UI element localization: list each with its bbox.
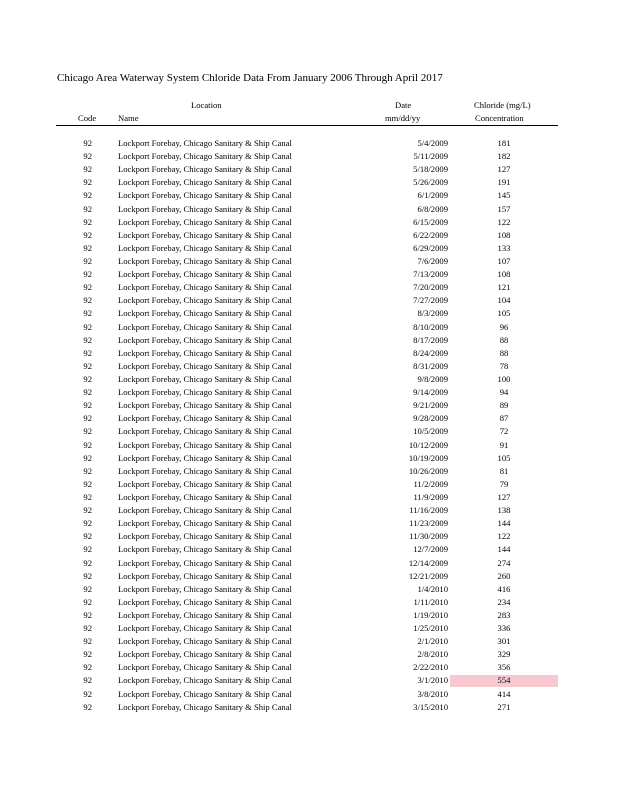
concentration-cell: 122 — [497, 531, 511, 542]
code-cell: 92 — [83, 505, 92, 516]
concentration-cell: 88 — [499, 334, 509, 345]
code-cell: 92 — [83, 426, 92, 437]
table-row — [0, 583, 618, 596]
name-cell: Lockport Forebay, Chicago Sanitary & Ship Canal — [118, 334, 292, 345]
code-cell: 92 — [83, 544, 92, 555]
name-cell: Lockport Forebay, Chicago Sanitary & Ship Canal — [118, 216, 292, 227]
date-cell: 9/14/2009 — [413, 387, 448, 398]
table-row — [0, 216, 618, 229]
code-header: Code — [78, 113, 97, 123]
date-cell: 12/7/2009 — [413, 544, 448, 555]
concentration-cell: 107 — [497, 255, 511, 266]
name-cell: Lockport Forebay, Chicago Sanitary & Ship Canal — [118, 295, 292, 306]
concentration-cell: 356 — [497, 662, 511, 673]
date-cell: 9/21/2009 — [413, 400, 448, 411]
name-cell: Lockport Forebay, Chicago Sanitary & Ship Canal — [118, 570, 292, 581]
concentration-cell: 260 — [497, 570, 511, 581]
code-cell: 92 — [83, 242, 92, 253]
code-cell: 92 — [83, 478, 92, 489]
concentration-cell: 554 — [497, 675, 511, 686]
code-cell: 92 — [83, 138, 92, 148]
concentration-cell: 108 — [497, 269, 511, 280]
code-cell: 92 — [83, 282, 92, 293]
concentration-cell: 145 — [497, 190, 511, 201]
date-cell: 8/17/2009 — [413, 334, 448, 345]
date-cell: 7/27/2009 — [413, 295, 448, 306]
date-cell: 8/10/2009 — [413, 321, 448, 332]
date-cell: 1/25/2010 — [413, 623, 448, 634]
concentration-cell: 122 — [497, 216, 511, 227]
date-cell: 3/1/2010 — [417, 675, 448, 686]
name-cell: Lockport Forebay, Chicago Sanitary & Ship Canal — [118, 649, 292, 660]
code-cell: 92 — [83, 649, 92, 660]
table-row — [0, 360, 618, 373]
code-cell: 92 — [83, 413, 92, 424]
concentration-cell: 105 — [497, 308, 511, 319]
table-row — [0, 137, 618, 150]
name-cell: Lockport Forebay, Chicago Sanitary & Ship Canal — [118, 452, 292, 463]
name-cell: Lockport Forebay, Chicago Sanitary & Ship Canal — [118, 465, 292, 476]
code-cell: 92 — [83, 662, 92, 673]
table-row — [0, 465, 618, 478]
table-row — [0, 478, 618, 491]
table-row — [0, 635, 618, 648]
concentration-cell: 274 — [497, 557, 511, 568]
table-row — [0, 189, 618, 202]
table-row — [0, 281, 618, 294]
table-row — [0, 268, 618, 281]
concentration-cell: 121 — [497, 282, 511, 293]
table-row — [0, 688, 618, 701]
date-cell: 10/26/2009 — [408, 465, 448, 476]
code-cell: 92 — [83, 255, 92, 266]
code-cell: 92 — [83, 636, 92, 647]
name-cell: Lockport Forebay, Chicago Sanitary & Ship Canal — [118, 491, 292, 502]
date-cell: 5/26/2009 — [413, 177, 448, 188]
concentration-cell: 91 — [499, 439, 509, 450]
concentration-cell: 191 — [497, 177, 511, 188]
name-cell: Lockport Forebay, Chicago Sanitary & Ship Canal — [118, 557, 292, 568]
table-row — [0, 530, 618, 543]
code-cell: 92 — [83, 439, 92, 450]
table-row — [0, 242, 618, 255]
table-row — [0, 307, 618, 320]
concentration-cell: 89 — [499, 400, 509, 411]
name-cell: Lockport Forebay, Chicago Sanitary & Ship Canal — [118, 308, 292, 319]
concentration-cell: 72 — [499, 426, 509, 437]
date-cell: 12/21/2009 — [408, 570, 448, 581]
concentration-header: Concentration — [475, 113, 524, 123]
date-cell: 1/4/2010 — [417, 583, 448, 594]
name-cell: Lockport Forebay, Chicago Sanitary & Ship Canal — [118, 609, 292, 620]
concentration-cell: 283 — [497, 609, 511, 620]
code-cell: 92 — [83, 164, 92, 175]
code-cell: 92 — [83, 688, 92, 699]
concentration-cell: 78 — [499, 360, 509, 371]
concentration-cell: 133 — [497, 242, 511, 253]
code-cell: 92 — [83, 491, 92, 502]
date-cell: 10/5/2009 — [413, 426, 448, 437]
code-cell: 92 — [83, 596, 92, 607]
name-cell: Lockport Forebay, Chicago Sanitary & Ship Canal — [118, 400, 292, 411]
name-cell: Lockport Forebay, Chicago Sanitary & Ship Canal — [118, 478, 292, 489]
code-cell: 92 — [83, 229, 92, 240]
table-row — [0, 399, 618, 412]
table-row — [0, 176, 618, 189]
name-cell: Lockport Forebay, Chicago Sanitary & Ship Canal — [118, 662, 292, 673]
date-cell: 7/20/2009 — [413, 282, 448, 293]
date-cell: 3/15/2010 — [413, 701, 448, 712]
data-table-body — [0, 137, 618, 714]
date-cell: 6/29/2009 — [413, 242, 448, 253]
concentration-cell: 100 — [497, 373, 511, 384]
code-cell: 92 — [83, 400, 92, 411]
name-cell: Lockport Forebay, Chicago Sanitary & Ship Canal — [118, 701, 292, 712]
table-row — [0, 661, 618, 674]
table-row — [0, 452, 618, 465]
code-cell: 92 — [83, 269, 92, 280]
concentration-cell: 94 — [499, 387, 509, 398]
concentration-cell: 127 — [497, 491, 511, 502]
name-cell: Lockport Forebay, Chicago Sanitary & Ship Canal — [118, 242, 292, 253]
code-cell: 92 — [83, 609, 92, 620]
date-cell: 8/24/2009 — [413, 347, 448, 358]
date-cell: 11/2/2009 — [413, 478, 448, 489]
code-cell: 92 — [83, 531, 92, 542]
concentration-cell: 96 — [499, 321, 509, 332]
table-row — [0, 543, 618, 556]
header-rule — [56, 125, 558, 126]
concentration-cell: 181 — [497, 138, 511, 148]
date-cell: 8/31/2009 — [413, 360, 448, 371]
name-cell: Lockport Forebay, Chicago Sanitary & Ship Canal — [118, 138, 292, 148]
date-cell: 5/18/2009 — [413, 164, 448, 175]
table-row — [0, 701, 618, 714]
code-cell: 92 — [83, 623, 92, 634]
date-cell: 2/8/2010 — [417, 649, 448, 660]
concentration-cell: 414 — [497, 688, 511, 699]
name-cell: Lockport Forebay, Chicago Sanitary & Ship Canal — [118, 439, 292, 450]
name-cell: Lockport Forebay, Chicago Sanitary & Ship Canal — [118, 583, 292, 594]
concentration-cell: 336 — [497, 623, 511, 634]
name-cell: Lockport Forebay, Chicago Sanitary & Ship Canal — [118, 164, 292, 175]
table-row — [0, 386, 618, 399]
table-row — [0, 648, 618, 661]
date-cell: 5/11/2009 — [413, 151, 448, 162]
date-header: Date — [395, 100, 412, 110]
code-cell: 92 — [83, 701, 92, 712]
name-cell: Lockport Forebay, Chicago Sanitary & Ship Canal — [118, 426, 292, 437]
concentration-cell: 234 — [497, 596, 511, 607]
table-row — [0, 150, 618, 163]
name-cell: Lockport Forebay, Chicago Sanitary & Ship Canal — [118, 360, 292, 371]
date-cell: 7/13/2009 — [413, 269, 448, 280]
date-cell: 6/8/2009 — [417, 203, 448, 214]
code-cell: 92 — [83, 321, 92, 332]
concentration-cell: 157 — [497, 203, 511, 214]
date-cell: 10/12/2009 — [408, 439, 448, 450]
date-cell: 9/8/2009 — [417, 373, 448, 384]
concentration-cell: 104 — [497, 295, 511, 306]
date-cell: 2/22/2010 — [413, 662, 448, 673]
concentration-cell: 138 — [497, 505, 511, 516]
table-row — [0, 334, 618, 347]
code-cell: 92 — [83, 203, 92, 214]
table-row — [0, 504, 618, 517]
concentration-cell: 87 — [499, 413, 509, 424]
concentration-cell: 144 — [497, 544, 511, 555]
name-cell: Lockport Forebay, Chicago Sanitary & Ship Canal — [118, 190, 292, 201]
concentration-cell: 81 — [499, 465, 509, 476]
code-cell: 92 — [83, 347, 92, 358]
table-row — [0, 570, 618, 583]
concentration-cell: 271 — [497, 701, 511, 712]
table-row — [0, 255, 618, 268]
name-header: Name — [118, 113, 139, 123]
table-row — [0, 412, 618, 425]
concentration-cell: 182 — [497, 151, 511, 162]
table-row — [0, 373, 618, 386]
concentration-cell: 88 — [499, 347, 509, 358]
table-row — [0, 517, 618, 530]
table-row — [0, 491, 618, 504]
name-cell: Lockport Forebay, Chicago Sanitary & Ship Canal — [118, 518, 292, 529]
date-cell: 11/23/2009 — [409, 518, 448, 529]
date-cell: 3/8/2010 — [417, 688, 448, 699]
code-cell: 92 — [83, 334, 92, 345]
code-cell: 92 — [83, 583, 92, 594]
date-cell: 9/28/2009 — [413, 413, 448, 424]
code-cell: 92 — [83, 360, 92, 371]
table-row — [0, 321, 618, 334]
concentration-cell: 301 — [497, 636, 511, 647]
name-cell: Lockport Forebay, Chicago Sanitary & Ship Canal — [118, 675, 292, 686]
concentration-cell: 105 — [497, 452, 511, 463]
name-cell: Lockport Forebay, Chicago Sanitary & Ship Canal — [118, 229, 292, 240]
concentration-cell: 416 — [497, 583, 511, 594]
table-row — [0, 294, 618, 307]
date-cell: 5/4/2009 — [417, 138, 448, 148]
table-row — [0, 439, 618, 452]
concentration-cell: 108 — [497, 229, 511, 240]
code-cell: 92 — [83, 190, 92, 201]
code-cell: 92 — [83, 216, 92, 227]
name-cell: Lockport Forebay, Chicago Sanitary & Ship Canal — [118, 282, 292, 293]
table-row — [0, 674, 618, 687]
name-cell: Lockport Forebay, Chicago Sanitary & Ship Canal — [118, 636, 292, 647]
concentration-cell: 79 — [499, 478, 509, 489]
date-cell: 11/9/2009 — [413, 491, 448, 502]
code-cell: 92 — [83, 373, 92, 384]
date-cell: 7/6/2009 — [417, 255, 448, 266]
table-row — [0, 425, 618, 438]
code-cell: 92 — [83, 387, 92, 398]
code-cell: 92 — [83, 675, 92, 686]
date-cell: 2/1/2010 — [417, 636, 448, 647]
date-cell: 6/22/2009 — [413, 229, 448, 240]
table-row — [0, 609, 618, 622]
table-row — [0, 622, 618, 635]
name-cell: Lockport Forebay, Chicago Sanitary & Ship Canal — [118, 347, 292, 358]
date-cell: 1/11/2010 — [413, 596, 448, 607]
name-cell: Lockport Forebay, Chicago Sanitary & Ship Canal — [118, 373, 292, 384]
table-row — [0, 203, 618, 216]
table-row — [0, 557, 618, 570]
name-cell: Lockport Forebay, Chicago Sanitary & Ship Canal — [118, 413, 292, 424]
table-row — [0, 163, 618, 176]
date-cell: 8/3/2009 — [417, 308, 448, 319]
name-cell: Lockport Forebay, Chicago Sanitary & Ship Canal — [118, 544, 292, 555]
date-cell: 10/19/2009 — [408, 452, 448, 463]
date-format-header: mm/dd/yy — [385, 113, 421, 123]
name-cell: Lockport Forebay, Chicago Sanitary & Ship Canal — [118, 387, 292, 398]
concentration-cell: 144 — [497, 518, 511, 529]
code-cell: 92 — [83, 518, 92, 529]
concentration-cell: 127 — [497, 164, 511, 175]
name-cell: Lockport Forebay, Chicago Sanitary & Ship Canal — [118, 531, 292, 542]
date-cell: 6/1/2009 — [417, 190, 448, 201]
location-header: Location — [191, 100, 222, 110]
name-cell: Lockport Forebay, Chicago Sanitary & Ship Canal — [118, 255, 292, 266]
code-cell: 92 — [83, 177, 92, 188]
name-cell: Lockport Forebay, Chicago Sanitary & Ship Canal — [118, 505, 292, 516]
code-cell: 92 — [83, 465, 92, 476]
date-cell: 6/15/2009 — [413, 216, 448, 227]
table-row — [0, 229, 618, 242]
page-title: Chicago Area Waterway System Chloride Data From January 2006 Through April 2017 — [57, 72, 443, 84]
name-cell: Lockport Forebay, Chicago Sanitary & Ship Canal — [118, 203, 292, 214]
chloride-header: Chloride (mg/L) — [474, 100, 531, 110]
date-cell: 12/14/2009 — [408, 557, 448, 568]
code-cell: 92 — [83, 308, 92, 319]
name-cell: Lockport Forebay, Chicago Sanitary & Ship Canal — [118, 177, 292, 188]
date-cell: 11/16/2009 — [409, 505, 448, 516]
code-cell: 92 — [83, 295, 92, 306]
code-cell: 92 — [83, 570, 92, 581]
name-cell: Lockport Forebay, Chicago Sanitary & Ship Canal — [118, 623, 292, 634]
date-cell: 11/30/2009 — [409, 531, 448, 542]
name-cell: Lockport Forebay, Chicago Sanitary & Ship Canal — [118, 269, 292, 280]
code-cell: 92 — [83, 452, 92, 463]
name-cell: Lockport Forebay, Chicago Sanitary & Ship Canal — [118, 596, 292, 607]
name-cell: Lockport Forebay, Chicago Sanitary & Ship Canal — [118, 151, 292, 162]
date-cell: 1/19/2010 — [413, 609, 448, 620]
table-row — [0, 596, 618, 609]
code-cell: 92 — [83, 151, 92, 162]
concentration-cell: 329 — [497, 649, 511, 660]
name-cell: Lockport Forebay, Chicago Sanitary & Ship Canal — [118, 321, 292, 332]
code-cell: 92 — [83, 557, 92, 568]
name-cell: Lockport Forebay, Chicago Sanitary & Ship Canal — [118, 688, 292, 699]
table-row — [0, 347, 618, 360]
